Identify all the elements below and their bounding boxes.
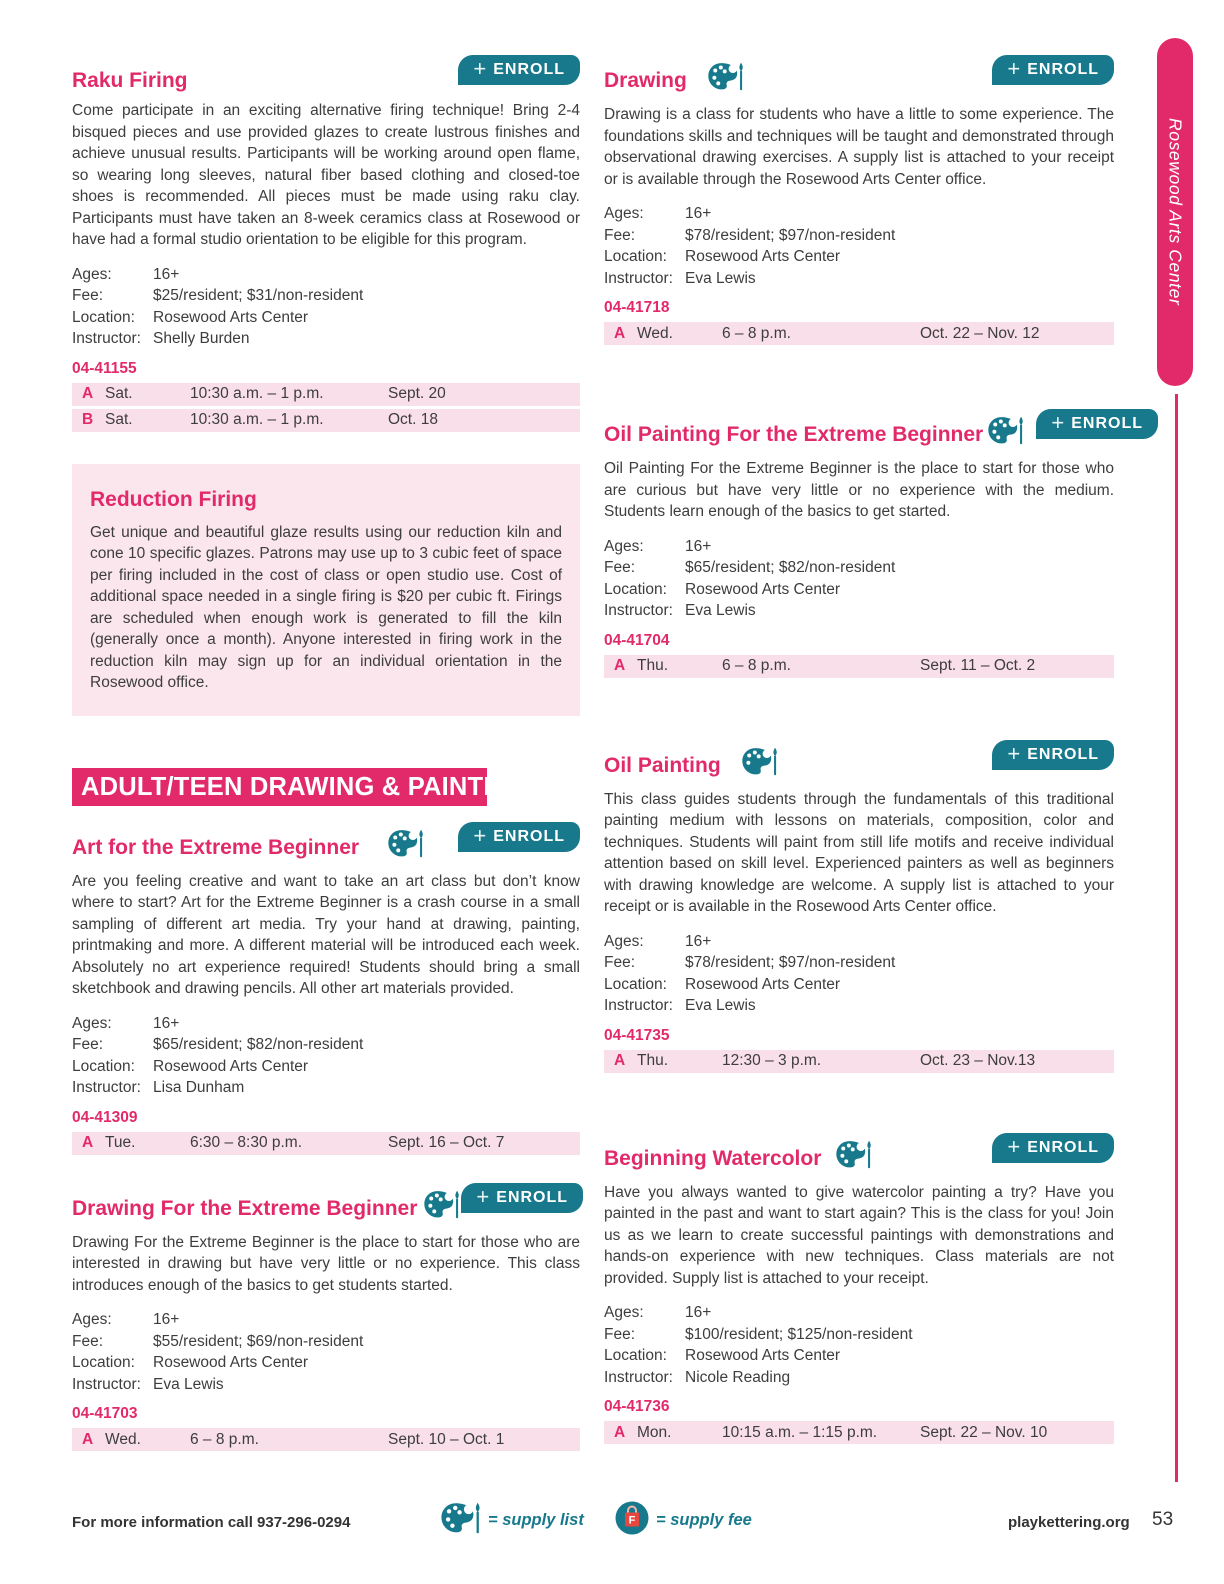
enroll-button[interactable] <box>458 822 580 852</box>
supply-list-label: = supply list <box>488 1511 584 1529</box>
meta-fee: Fee: $65/resident; $82/non-resident <box>72 1036 364 1053</box>
session-row: A Sat. 10:30 a.m. – 1 p.m. Sept. 20 <box>72 383 580 406</box>
meta-instructor: Instructor: Eva Lewis <box>604 997 756 1014</box>
plus-icon: + <box>1007 56 1021 81</box>
supply-list-palette-icon <box>835 1139 873 1175</box>
card-header <box>604 55 1114 97</box>
enroll-label: ENROLL <box>496 1188 569 1206</box>
enroll-label: ENROLL <box>1027 745 1099 763</box>
enroll-label: ENROLL <box>1027 61 1099 78</box>
info-box-title: Reduction Firing <box>90 487 257 511</box>
class-meta <box>72 1309 580 1395</box>
supply-list-palette-icon <box>987 415 1025 451</box>
class-description: Have you always wanted to give watercolor painting a try? Have you painted in the past and want to start again? This is the class for you! Join us as we learn to create successful paintings with demonstrations and hands-on experience with new techniques. Class materials are not provided. Supply list is attached to your receipt. <box>604 1183 1114 1287</box>
plus-icon: + <box>1007 1133 1021 1159</box>
enroll-label: ENROLL <box>1027 1138 1099 1156</box>
class-title: Art for the Extreme Beginner <box>72 835 360 859</box>
class-code: 04-41718 <box>604 299 670 316</box>
class-title: Beginning Watercolor <box>604 1146 822 1170</box>
class-title: Oil Painting For the Extreme Beginner <box>604 423 984 446</box>
supply-list-palette-icon <box>423 1189 461 1225</box>
footer-info-phone: For more information call 937-296-0294 <box>72 1514 351 1531</box>
meta-location: Location: Rosewood Arts Center <box>72 1057 309 1075</box>
session-row: A Tue. 6:30 – 8:30 p.m. Sept. 16 – Oct. 7 <box>72 1132 580 1155</box>
card-header <box>72 55 580 93</box>
enroll-button[interactable] <box>461 1183 583 1213</box>
meta-location: Location: Rosewood Arts Center <box>604 1347 841 1364</box>
session-table <box>604 655 1114 678</box>
meta-ages: Ages: 16+ <box>604 1304 712 1321</box>
footer-website: playkettering.org <box>1008 1514 1130 1531</box>
session-row: A Thu. 6 – 8 p.m. Sept. 11 – Oct. 2 <box>604 655 1114 678</box>
meta-instructor: Instructor: Eva Lewis <box>604 602 756 619</box>
enroll-button[interactable] <box>992 1133 1114 1163</box>
class-code: 04-41309 <box>72 1108 138 1126</box>
plus-icon: + <box>1007 740 1021 766</box>
reduction-firing-info-box <box>72 464 580 716</box>
class-meta <box>604 931 1114 1017</box>
supply-list-palette-icon <box>707 61 745 97</box>
class-description: Drawing is a class for students who have a little to some experience. The foundations skills and techniques will be taught and demonstrated through observational drawing exercises. A supply list is attached to your receipt or is available through the Rosewood Arts Center office. <box>604 106 1114 188</box>
class-title: Raku Firing <box>72 69 188 92</box>
class-card-drawing-for-the-extreme-beginner <box>72 1183 580 1452</box>
sidebar-tab-rosewood-arts-center <box>1157 38 1193 386</box>
section-header-adult-teen-drawing-painting: ADULT/TEEN DRAWING & PAINTING <box>72 768 487 806</box>
session-row: A Thu. 12:30 – 3 p.m. Oct. 23 – Nov.13 <box>604 1050 1114 1073</box>
meta-fee: Fee: $78/resident; $97/non-resident <box>604 954 896 971</box>
class-code: 04-41735 <box>604 1026 670 1044</box>
plus-icon: + <box>473 822 487 848</box>
info-box-body: Get unique and beautiful glaze results using our reduction kiln and cone 10 specific glazes. Patrons may use up to 3 cubic feet of space per firing included in the cost of class or open studio use. Cost of additional space needed in a single firing is $20 per cubic ft. Firings are scheduled when enough work is generated to fill the kiln (generally once a month). Anyone interested in firing work in the reduction kiln may sign up for an individual orientation in the Rosewood office. <box>90 523 562 691</box>
session-table <box>72 1132 580 1155</box>
class-meta <box>72 264 580 350</box>
meta-ages: Ages: 16+ <box>72 265 180 283</box>
enroll-label: ENROLL <box>1071 415 1143 432</box>
enroll-button[interactable] <box>992 55 1114 85</box>
class-description: Oil Painting For the Extreme Beginner is the place to start for those who are curious but have very little or no experience with the medium. Students learn enough of the basics to get started. <box>604 460 1114 520</box>
meta-instructor: Instructor: Eva Lewis <box>604 269 756 287</box>
meta-ages: Ages: 16+ <box>604 205 712 222</box>
class-description: Drawing For the Extreme Beginner is the place to start for those who are interested in drawing but have very little or no experience. This class introduces enough of the basics to get students started. <box>72 1233 580 1294</box>
meta-instructor: Instructor: Shelly Burden <box>72 330 250 347</box>
class-card-oil-painting-for-the-extreme-beginner <box>604 409 1143 678</box>
meta-ages: Ages: 16+ <box>72 1311 180 1328</box>
supply-fee-legend <box>614 1500 752 1541</box>
session-row: A Wed. 6 – 8 p.m. Sept. 10 – Oct. 1 <box>72 1428 580 1451</box>
session-table <box>604 1050 1114 1073</box>
enroll-button[interactable] <box>992 740 1114 770</box>
class-code: 04-41155 <box>72 359 137 377</box>
enroll-label: ENROLL <box>493 827 565 845</box>
meta-fee: Fee: $25/resident; $31/non-resident <box>72 287 364 304</box>
page-footer <box>0 1500 1224 1570</box>
supply-list-palette-icon <box>741 746 779 782</box>
class-description: Come participate in an exciting alternative firing technique! Bring 2-4 bisqued pieces and use provided glazes to create lustrous finishes and achieve unusual results. Participants will be working around open flame, so wearing long sleeves, natural fiber based clothing and closed-toe shoes is recommended. All pieces must be made using raku clay. Participants must have taken an 8-week ceramics class at Rosewood or have had a formal studio orientation to be eligible for this program. <box>72 102 580 248</box>
session-table <box>604 1421 1114 1444</box>
session-row: A Mon. 10:15 a.m. – 1:15 p.m. Sept. 22 – Nov. 10 <box>604 1421 1114 1444</box>
class-code: 04-41703 <box>72 1405 138 1422</box>
supply-list-palette-icon <box>440 1500 482 1541</box>
sidebar-tab-label: Rosewood Arts Center <box>1165 118 1186 306</box>
class-card-oil-painting <box>604 740 1114 1073</box>
enroll-button[interactable] <box>458 55 580 85</box>
meta-location: Location: Rosewood Arts Center <box>604 248 841 265</box>
session-table <box>604 322 1114 345</box>
class-card-drawing <box>604 55 1114 345</box>
plus-icon: + <box>473 56 487 81</box>
meta-location: Location: Rosewood Arts Center <box>604 580 841 598</box>
svg-text:F: F <box>628 1514 636 1527</box>
class-title: Drawing For the Extreme Beginner <box>72 1196 418 1220</box>
class-meta <box>604 1302 1114 1388</box>
class-code: 04-41704 <box>604 631 670 649</box>
class-description: Are you feeling creative and want to take an art class but don’t know where to start? Art for the Extreme Beginner is a crash course in a small sampling of different art media. Try your hand at drawing, painting, printmaking and more. A different material will be introduced each week. Absolutely no art experience required! Students should bring a small sketchbook and drawing pencils. All other art materials provided. <box>72 872 580 997</box>
class-code: 04-41736 <box>604 1398 670 1415</box>
meta-instructor: Instructor: Nicole Reading <box>604 1368 791 1386</box>
class-description: This class guides students through the fundamentals of this traditional painting medium with lessons on materials, composition, color and techniques. Students will paint from still life motifs and receive individual attention based on skill level. Experienced painters as well as beginners with drawing knowledge are welcome. A supply list is attached to your receipt or is available in the Rosewood Arts Center office. <box>604 790 1114 915</box>
meta-instructor: Instructor: Lisa Dunham <box>72 1079 245 1096</box>
meta-location: Location: Rosewood Arts Center <box>72 1354 309 1371</box>
supply-fee-bag-icon <box>614 1500 650 1541</box>
class-meta <box>604 203 1114 289</box>
meta-ages: Ages: 16+ <box>604 932 712 950</box>
enroll-label: ENROLL <box>493 61 565 78</box>
meta-fee: Fee: $55/resident; $69/non-resident <box>72 1332 364 1350</box>
right-edge-divider <box>1175 394 1178 1482</box>
supply-fee-label: = supply fee <box>656 1511 752 1529</box>
meta-fee: Fee: $100/resident; $125/non-resident <box>604 1325 913 1343</box>
page-number: 53 <box>1152 1509 1174 1530</box>
class-card-raku-firing <box>72 55 580 432</box>
session-table <box>72 1428 580 1451</box>
class-card-art-for-the-extreme-beginner <box>72 822 580 1155</box>
card-header <box>72 822 580 864</box>
meta-fee: Fee: $65/resident; $82/non-resident <box>604 559 896 576</box>
session-row: B Sat. 10:30 a.m. – 1 p.m. Oct. 18 <box>72 409 580 432</box>
class-meta <box>72 1013 580 1099</box>
session-row: A Wed. 6 – 8 p.m. Oct. 22 – Nov. 12 <box>604 322 1114 345</box>
class-meta <box>604 536 1114 622</box>
meta-ages: Ages: 16+ <box>604 537 712 555</box>
meta-ages: Ages: 16+ <box>72 1014 180 1032</box>
left-column <box>72 55 580 1454</box>
plus-icon: + <box>1051 410 1065 435</box>
right-column <box>604 55 1143 1447</box>
card-header <box>604 740 1114 782</box>
class-title: Oil Painting <box>604 753 721 777</box>
enroll-button[interactable] <box>1036 409 1158 439</box>
card-header <box>604 1133 1114 1175</box>
meta-instructor: Instructor: Eva Lewis <box>72 1375 224 1393</box>
meta-location: Location: Rosewood Arts Center <box>72 308 309 326</box>
card-header <box>72 1183 580 1225</box>
meta-location: Location: Rosewood Arts Center <box>604 975 841 993</box>
session-table <box>72 383 580 432</box>
supply-list-palette-icon <box>387 828 425 864</box>
class-title: Drawing <box>604 69 687 92</box>
card-header <box>604 409 1143 451</box>
meta-fee: Fee: $78/resident; $97/non-resident <box>604 226 896 244</box>
supply-list-legend <box>440 1500 584 1541</box>
plus-icon: + <box>476 1183 490 1209</box>
class-card-beginning-watercolor <box>604 1133 1114 1445</box>
